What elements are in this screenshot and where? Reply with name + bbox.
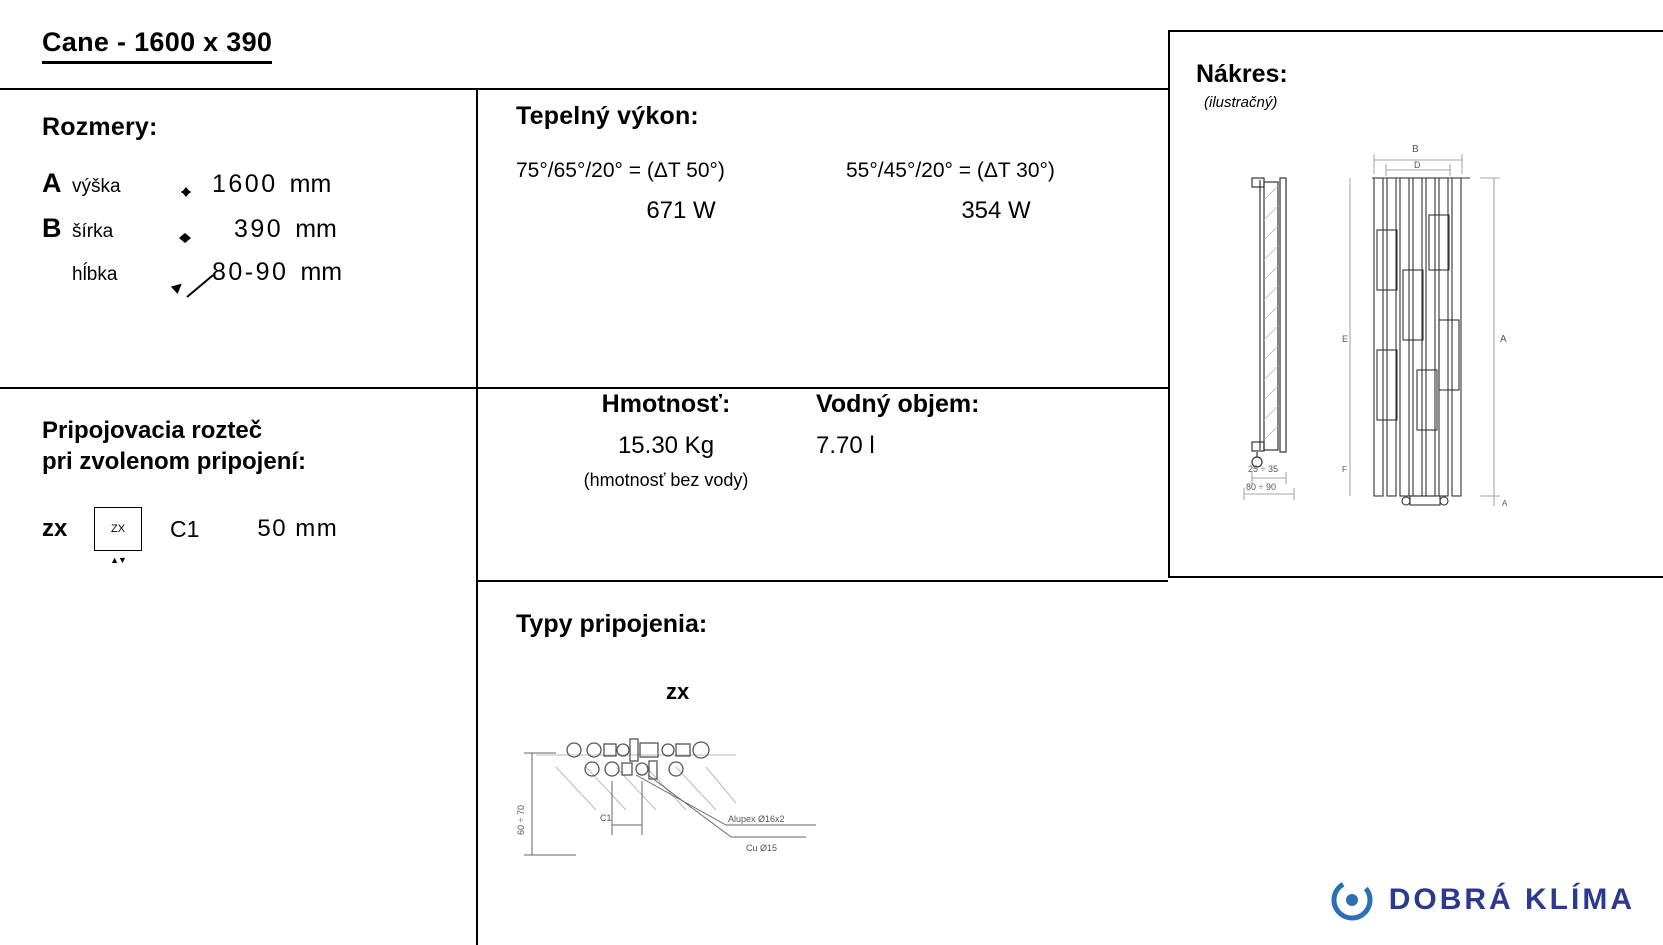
dimension-value: 80-90 (212, 258, 289, 286)
connection-types-variant: zx (666, 679, 690, 704)
sketch-depth1-label: 25 ÷ 35 (1248, 464, 1278, 474)
power-header-dt50: 75°/65°/20° = (ΔT 50°) (516, 159, 725, 182)
sketch-side-label: A (1502, 499, 1508, 508)
mass-value: 15.30 Kg (617, 432, 715, 459)
connection-spacing-title-line1: Pripojovacia rozteč (42, 417, 263, 444)
brand-logo (1329, 877, 1635, 923)
connection-type: C1 (170, 515, 200, 542)
divider-vertical (476, 88, 478, 945)
connection-c1-label: C1 (600, 813, 612, 823)
sketch-e-label: E (1342, 334, 1349, 344)
sketch-b-label: B (1412, 144, 1419, 155)
connection-code: zx (42, 515, 68, 543)
power-value-dt30: 354 W (961, 197, 1031, 224)
dimension-unit: mm (300, 258, 343, 286)
connection-spacing-block (42, 415, 442, 551)
connection-spacing-row (42, 507, 442, 551)
logo-text: DOBRÁ KLÍMA (1388, 883, 1635, 916)
sketch-drawing (1174, 120, 1654, 560)
logo-icon (1329, 877, 1375, 923)
connection-pipe1-label: Alupex Ø16x2 (728, 814, 785, 824)
connection-types-heading: Typy pripojenia: (516, 610, 708, 638)
dimensions-block (42, 113, 452, 287)
connection-zx-icon (94, 507, 142, 551)
dimension-letter: B (42, 213, 62, 243)
sketch-subheading: (ilustračný) (1204, 94, 1278, 111)
power-header-dt30: 55°/45°/20° = (ΔT 30°) (846, 159, 1055, 182)
dimension-row-width (42, 213, 452, 244)
connection-height-label: 60 ÷ 70 (516, 805, 526, 835)
sketch-d-label: D (1414, 160, 1421, 170)
power-heading: Tepelný výkon: (516, 102, 699, 130)
divider-middle (0, 387, 1168, 389)
arrow-vertical-icon (158, 174, 212, 196)
power-values (516, 197, 1146, 225)
dimensions-heading: Rozmery: (42, 113, 158, 141)
sketch-depth2-label: 80 ÷ 90 (1246, 482, 1276, 492)
sketch-a-label: A (1500, 334, 1507, 345)
volume-title: Vodný objem: (816, 390, 980, 418)
dimension-value: 390 (234, 215, 284, 243)
volume-column (816, 390, 1116, 491)
connection-pipe2-label: Cu Ø15 (746, 843, 778, 853)
dimension-name: šírka (72, 221, 114, 242)
dimension-row-height (42, 168, 452, 199)
mass-column (516, 390, 816, 491)
dimension-unit: mm (295, 215, 337, 243)
connection-drawing (516, 725, 1136, 885)
power-headers (516, 159, 1146, 183)
volume-value: 7.70 l (816, 432, 875, 459)
dimension-name: výška (72, 176, 121, 197)
dimension-value: 1600 (212, 170, 278, 198)
sketch-panel (1168, 30, 1663, 578)
dimension-letter: A (42, 168, 62, 198)
mass-note: (hmotnosť bez vody) (583, 470, 749, 490)
divider-top (0, 88, 1168, 90)
mass-volume-block (516, 390, 1156, 491)
mass-title: Hmotnosť: (601, 390, 731, 418)
sketch-f-label: F (1342, 465, 1347, 474)
page-title: Cane - 1600 x 390 (42, 28, 272, 64)
power-block (516, 102, 1146, 225)
sketch-heading: Nákres: (1196, 60, 1288, 88)
arrow-horizontal-icon (158, 219, 212, 241)
connection-spacing-title-line2: pri zvolenom pripojení: (42, 448, 307, 476)
dimension-name: hĺbka (72, 264, 118, 285)
connection-types-block (516, 610, 1156, 890)
connection-value: 50 mm (257, 515, 339, 543)
divider-lower (476, 580, 1168, 582)
connection-zx-box-label: ZX (110, 523, 126, 536)
power-value-dt50: 671 W (646, 197, 716, 224)
dimension-row-depth (42, 258, 452, 287)
dimension-unit: mm (289, 170, 332, 198)
